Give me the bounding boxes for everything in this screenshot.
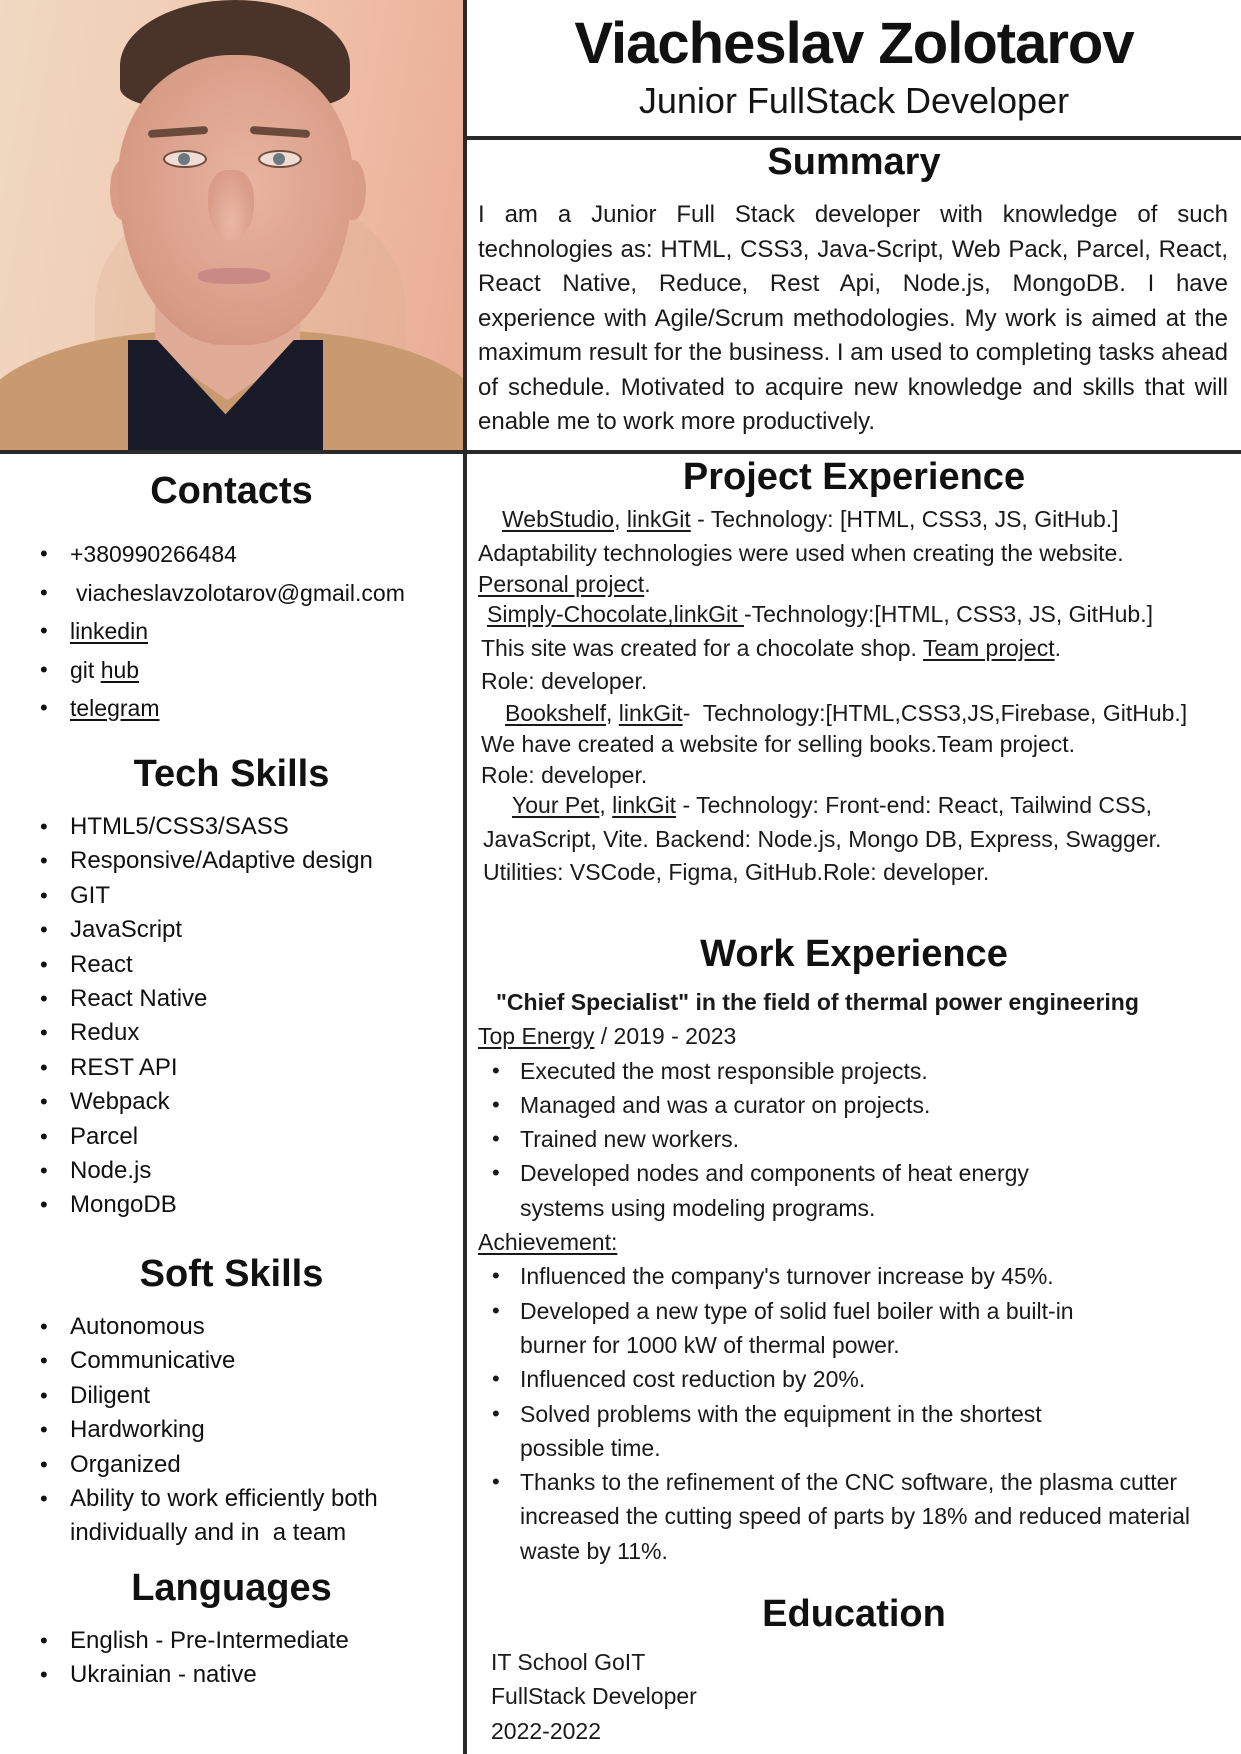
duty-item: • Trained new workers.	[478, 1122, 1238, 1156]
project-webstudio-title: WebStudio, linkGit - Technology: [HTML, CSS3, JS, GitHub.]	[502, 506, 1119, 532]
soft-skills-list	[40, 1310, 430, 1551]
candidate-name: Viacheslav Zolotarov	[574, 11, 1134, 76]
contact-phone	[40, 535, 460, 574]
project-utilities: Utilities: VSCode, Figma, GitHub.Role: developer.	[483, 859, 990, 885]
duty-item: • Managed and was a curator on projects.	[478, 1088, 1238, 1122]
soft-skill-item: • Diligent	[40, 1379, 430, 1413]
project-type-link[interactable]: Team project	[922, 634, 1055, 661]
tech-skill-item: • JavaScript	[40, 913, 460, 947]
tech-skill-item: • HTML5/CSS3/SASS	[40, 810, 460, 844]
project-type-row	[478, 570, 1238, 598]
education-program: FullStack Developer	[491, 1683, 697, 1710]
project-role: Role: developer.	[481, 668, 648, 694]
language-item: • Ukrainian - native	[40, 1658, 460, 1692]
project-bookshelf-title: Bookshelf, linkGit- Technology:[HTML,CSS3,JS,Firebase, GitHub.]	[505, 699, 1188, 726]
photo-nose	[208, 170, 254, 240]
soft-skills-heading: Soft Skills	[139, 1253, 324, 1295]
contact-github	[40, 651, 460, 690]
education-details	[491, 1645, 697, 1748]
achievement-item: • Developed a new type of solid fuel boiler with a built-in burner for 1000 kW of thermal power.	[478, 1294, 1238, 1363]
project-git-link[interactable]: linkGit	[673, 601, 744, 627]
telegram-link[interactable]: telegram	[70, 695, 160, 721]
achievement-item: • Influenced the company's turnover increase by 45%.	[478, 1259, 1238, 1293]
achievement-item: • Solved problems with the equipment in the shortest possible time.	[478, 1397, 1238, 1466]
summary-heading: Summary	[767, 141, 941, 183]
summary-text: I am a Junior Full Stack developer with knowledge of such technologies as: HTML, CSS3, Java-Script, Web Pack, Parcel, React, React Native, Reduce, Rest Api, Node.js, MongoDB. I have experience with Agile/Scrum methodologies. My work is aimed at the maximum result for the business. I am used to completing tasks ahead of schedule. Motivated to acquire new knowledge and skills that will enable me to work more productively.	[478, 201, 1228, 435]
job-company-row	[478, 1019, 1238, 1053]
work-experience-heading: Work Experience	[700, 933, 1008, 975]
project-link[interactable]: Your Pet	[512, 792, 600, 818]
project-git-link[interactable]: linkGit	[626, 506, 691, 532]
tech-skills-list	[40, 810, 460, 1223]
profile-photo	[0, 0, 465, 451]
work-experience	[478, 985, 1238, 1568]
photo-eye-right	[258, 150, 302, 168]
project-tech: - Technology: Front-end: React, Tailwind CSS,	[676, 792, 1153, 818]
achievements-list	[478, 1259, 1238, 1568]
project-description: We have created a website for selling books.Team project.	[481, 730, 1076, 757]
job-position: "Chief Specialist" in the field of thermal power engineering	[496, 989, 1139, 1015]
achievement-item: • Thanks to the refinement of the CNC software, the plasma cutter increased the cutting speed of parts by 18% and reduced material waste by 11%.	[478, 1465, 1238, 1568]
linkedin-link[interactable]: linkedin	[70, 618, 148, 644]
project-chocolate-title	[478, 598, 1238, 632]
achievement-label: Achievement:	[478, 1229, 618, 1256]
contact-linkedin	[40, 612, 460, 651]
contacts-list	[40, 535, 460, 728]
project-tech: - Technology:[HTML,CSS3,JS,Firebase, GitHub.]	[682, 699, 1188, 726]
punctuation: .	[1054, 634, 1061, 661]
duty-item: • Executed the most responsible projects.	[478, 1054, 1238, 1088]
soft-skill-item: • Ability to work efficiently both individually and in a team	[40, 1482, 430, 1551]
project-git-link[interactable]: linkGit	[618, 699, 683, 726]
column-divider	[463, 0, 467, 1754]
project-tech: - Technology: [HTML, CSS3, JS, GitHub.]	[690, 506, 1119, 532]
language-item: • English - Pre-Intermediate	[40, 1624, 460, 1658]
soft-skill-item: • Organized	[40, 1448, 430, 1482]
punctuation: .	[644, 571, 651, 597]
tech-skill-item: • REST API	[40, 1051, 460, 1085]
achievement-item: • Influenced cost reduction by 20%.	[478, 1362, 1238, 1396]
project-description-row	[478, 632, 1238, 666]
project-tech: -Technology:[HTML, CSS3, JS, GitHub.]	[743, 601, 1153, 627]
project-description: This site was created for a chocolate shop.	[481, 634, 923, 661]
project-link[interactable]: WebStudio	[502, 506, 615, 532]
project-yourpet-title: Your Pet, linkGit - Technology: Front-end: React, Tailwind CSS,	[512, 792, 1153, 818]
github-prefix: git	[70, 656, 101, 683]
project-git-link[interactable]: linkGit	[612, 792, 677, 818]
job-period: / 2019 - 2023	[594, 1023, 737, 1050]
duty-item: • Developed nodes and components of heat energy systems using modeling programs.	[478, 1156, 1238, 1225]
candidate-role: Junior FullStack Developer	[638, 80, 1070, 121]
languages-list	[40, 1624, 460, 1693]
contacts-heading: Contacts	[150, 470, 313, 512]
tech-skill-item: • Redux	[40, 1016, 460, 1050]
soft-skill-item: • Autonomous	[40, 1310, 430, 1344]
education-heading: Education	[762, 1593, 946, 1635]
tech-skills-heading: Tech Skills	[133, 753, 330, 795]
project-experience-heading: Project Experience	[682, 456, 1026, 498]
project-tech-continued: JavaScript, Vite. Backend: Node.js, Mongo DB, Express, Swagger.	[483, 825, 1162, 852]
tech-skill-item: • Webpack	[40, 1085, 460, 1119]
project-link[interactable]: Bookshelf	[505, 699, 607, 726]
languages-heading: Languages	[131, 1567, 332, 1609]
github-link[interactable]: hub	[100, 656, 140, 683]
phone-number: +380990266484	[70, 541, 237, 567]
soft-skill-item: • Communicative	[40, 1344, 430, 1378]
education-school: IT School GoIT	[491, 1649, 646, 1675]
education-period: 2022-2022	[491, 1717, 601, 1744]
tech-skill-item: • React	[40, 948, 460, 982]
tech-skill-item: • MongoDB	[40, 1188, 460, 1222]
tech-skill-item: • GIT	[40, 879, 460, 913]
email-address: viacheslavzolotarov@gmail.com	[76, 579, 405, 606]
soft-skill-item: • Hardworking	[40, 1413, 430, 1447]
contact-email	[40, 574, 460, 613]
tech-skill-item: • Parcel	[40, 1120, 460, 1154]
photo-mouth	[198, 268, 270, 284]
project-type-link[interactable]: Personal project	[478, 571, 645, 597]
project-link[interactable]: Simply-Chocolate,	[487, 601, 674, 627]
contact-telegram	[40, 689, 460, 728]
project-role: Role: developer.	[481, 762, 648, 788]
tech-skill-item: • Node.js	[40, 1154, 460, 1188]
tech-skill-item: • React Native	[40, 982, 460, 1016]
duties-list	[478, 1054, 1238, 1225]
project-description: Adaptability technologies were used when creating the website.	[478, 539, 1124, 566]
project-list	[478, 503, 1238, 890]
company-link[interactable]: Top Energy	[478, 1023, 595, 1050]
tech-skill-item: • Responsive/Adaptive design	[40, 844, 460, 878]
photo-eye-left	[163, 150, 207, 168]
